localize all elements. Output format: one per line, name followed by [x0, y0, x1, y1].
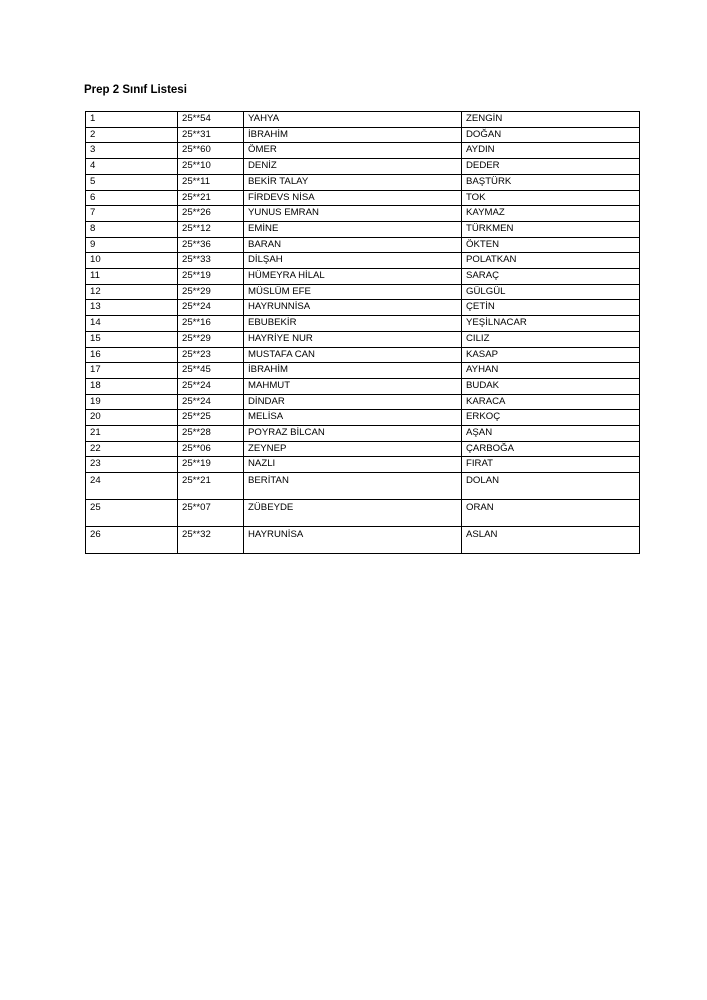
first-name-cell: POYRAZ BİLCAN: [244, 426, 462, 442]
class-roster-table: [85, 111, 640, 554]
row-number-cell: 1: [86, 112, 178, 128]
student-id-cell: 25**11: [178, 174, 244, 190]
student-id-cell: 25**28: [178, 426, 244, 442]
first-name-cell: BEKİR TALAY: [244, 174, 462, 190]
first-name-cell: MELİSA: [244, 410, 462, 426]
table-row: [86, 363, 640, 379]
row-number-cell: 17: [86, 363, 178, 379]
surname-cell: CILIZ: [462, 331, 640, 347]
table-row: [86, 316, 640, 332]
student-id-cell: 25**31: [178, 127, 244, 143]
first-name-cell: YUNUS EMRAN: [244, 206, 462, 222]
student-id-cell: 25**45: [178, 363, 244, 379]
student-id-cell: 25**21: [178, 190, 244, 206]
table-row: [86, 347, 640, 363]
student-id-cell: 25**26: [178, 206, 244, 222]
first-name-cell: BERİTAN: [244, 473, 462, 500]
row-number-cell: 26: [86, 526, 178, 553]
table-row: [86, 378, 640, 394]
row-number-cell: 24: [86, 473, 178, 500]
roster-body: [86, 112, 640, 554]
page-title: Prep 2 Sınıf Listesi: [84, 84, 187, 96]
first-name-cell: İBRAHİM: [244, 363, 462, 379]
table-row: [86, 457, 640, 473]
table-row: [86, 237, 640, 253]
table-row: [86, 143, 640, 159]
student-id-cell: 25**24: [178, 300, 244, 316]
table-row: [86, 426, 640, 442]
surname-cell: ERKOÇ: [462, 410, 640, 426]
first-name-cell: İBRAHİM: [244, 127, 462, 143]
row-number-cell: 6: [86, 190, 178, 206]
row-number-cell: 5: [86, 174, 178, 190]
row-number-cell: 10: [86, 253, 178, 269]
row-number-cell: 13: [86, 300, 178, 316]
table-row: [86, 112, 640, 128]
row-number-cell: 15: [86, 331, 178, 347]
surname-cell: DOĞAN: [462, 127, 640, 143]
surname-cell: KAYMAZ: [462, 206, 640, 222]
table-row: [86, 127, 640, 143]
surname-cell: TÜRKMEN: [462, 221, 640, 237]
surname-cell: ÖKTEN: [462, 237, 640, 253]
row-number-cell: 8: [86, 221, 178, 237]
surname-cell: ASLAN: [462, 526, 640, 553]
table-row: [86, 410, 640, 426]
student-id-cell: 25**33: [178, 253, 244, 269]
surname-cell: ÇETİN: [462, 300, 640, 316]
surname-cell: GÜLGÜL: [462, 284, 640, 300]
surname-cell: YEŞİLNACAR: [462, 316, 640, 332]
first-name-cell: MUSTAFA CAN: [244, 347, 462, 363]
first-name-cell: ZEYNEP: [244, 441, 462, 457]
surname-cell: AŞAN: [462, 426, 640, 442]
student-id-cell: 25**12: [178, 221, 244, 237]
first-name-cell: HAYRUNNİSA: [244, 300, 462, 316]
student-id-cell: 25**54: [178, 112, 244, 128]
student-id-cell: 25**21: [178, 473, 244, 500]
first-name-cell: MAHMUT: [244, 378, 462, 394]
surname-cell: AYDIN: [462, 143, 640, 159]
row-number-cell: 11: [86, 269, 178, 285]
first-name-cell: HÜMEYRA HİLAL: [244, 269, 462, 285]
table-row: [86, 526, 640, 553]
student-id-cell: 25**10: [178, 159, 244, 175]
first-name-cell: EBUBEKİR: [244, 316, 462, 332]
first-name-cell: FİRDEVS NİSA: [244, 190, 462, 206]
row-number-cell: 19: [86, 394, 178, 410]
surname-cell: KASAP: [462, 347, 640, 363]
row-number-cell: 16: [86, 347, 178, 363]
first-name-cell: EMİNE: [244, 221, 462, 237]
table-row: [86, 221, 640, 237]
student-id-cell: 25**36: [178, 237, 244, 253]
student-id-cell: 25**24: [178, 394, 244, 410]
student-id-cell: 25**19: [178, 269, 244, 285]
first-name-cell: DENİZ: [244, 159, 462, 175]
student-id-cell: 25**32: [178, 526, 244, 553]
surname-cell: AYHAN: [462, 363, 640, 379]
student-id-cell: 25**24: [178, 378, 244, 394]
first-name-cell: YAHYA: [244, 112, 462, 128]
table-row: [86, 284, 640, 300]
student-id-cell: 25**25: [178, 410, 244, 426]
student-id-cell: 25**60: [178, 143, 244, 159]
table-row: [86, 473, 640, 500]
row-number-cell: 22: [86, 441, 178, 457]
surname-cell: DOLAN: [462, 473, 640, 500]
table-row: [86, 159, 640, 175]
surname-cell: KARACA: [462, 394, 640, 410]
table-row: [86, 441, 640, 457]
first-name-cell: NAZLI: [244, 457, 462, 473]
first-name-cell: ÖMER: [244, 143, 462, 159]
row-number-cell: 20: [86, 410, 178, 426]
surname-cell: ÇARBOĞA: [462, 441, 640, 457]
row-number-cell: 12: [86, 284, 178, 300]
student-id-cell: 25**29: [178, 284, 244, 300]
surname-cell: BUDAK: [462, 378, 640, 394]
student-id-cell: 25**29: [178, 331, 244, 347]
surname-cell: BAŞTÜRK: [462, 174, 640, 190]
first-name-cell: BARAN: [244, 237, 462, 253]
row-number-cell: 14: [86, 316, 178, 332]
row-number-cell: 2: [86, 127, 178, 143]
table-row: [86, 331, 640, 347]
table-row: [86, 269, 640, 285]
first-name-cell: MÜSLÜM EFE: [244, 284, 462, 300]
student-id-cell: 25**19: [178, 457, 244, 473]
student-id-cell: 25**16: [178, 316, 244, 332]
table-row: [86, 206, 640, 222]
first-name-cell: DİLŞAH: [244, 253, 462, 269]
row-number-cell: 25: [86, 499, 178, 526]
table-row: [86, 190, 640, 206]
row-number-cell: 18: [86, 378, 178, 394]
surname-cell: POLATKAN: [462, 253, 640, 269]
row-number-cell: 3: [86, 143, 178, 159]
row-number-cell: 7: [86, 206, 178, 222]
row-number-cell: 23: [86, 457, 178, 473]
surname-cell: SARAÇ: [462, 269, 640, 285]
surname-cell: DEDER: [462, 159, 640, 175]
table-row: [86, 253, 640, 269]
first-name-cell: ZÜBEYDE: [244, 499, 462, 526]
student-id-cell: 25**07: [178, 499, 244, 526]
surname-cell: TOK: [462, 190, 640, 206]
first-name-cell: HAYRUNİSA: [244, 526, 462, 553]
student-id-cell: 25**23: [178, 347, 244, 363]
student-id-cell: 25**06: [178, 441, 244, 457]
first-name-cell: HAYRİYE NUR: [244, 331, 462, 347]
table-row: [86, 499, 640, 526]
surname-cell: ORAN: [462, 499, 640, 526]
surname-cell: FIRAT: [462, 457, 640, 473]
surname-cell: ZENGİN: [462, 112, 640, 128]
row-number-cell: 21: [86, 426, 178, 442]
first-name-cell: DİNDAR: [244, 394, 462, 410]
row-number-cell: 4: [86, 159, 178, 175]
row-number-cell: 9: [86, 237, 178, 253]
table-row: [86, 300, 640, 316]
table-row: [86, 394, 640, 410]
table-row: [86, 174, 640, 190]
